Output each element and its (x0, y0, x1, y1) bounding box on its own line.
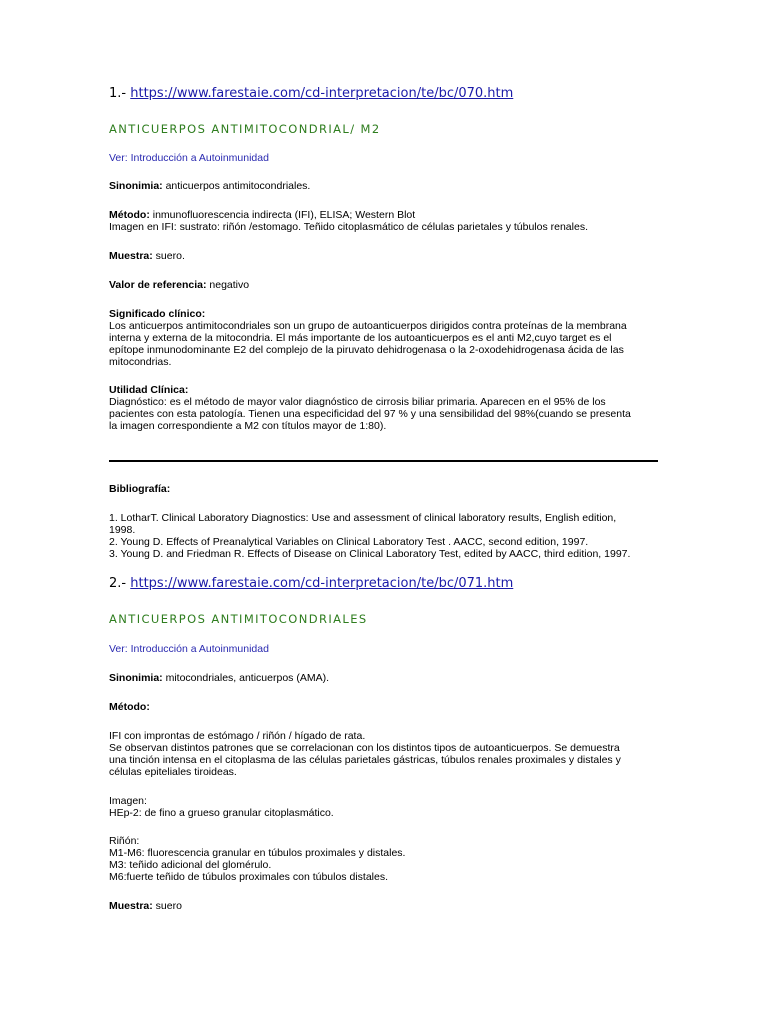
entry-1-url-link[interactable]: https://www.farestaie.com/cd-interpretacion/te/bc/070.htm (130, 86, 514, 101)
entry-1-bibliografia-label: Bibliografía: (109, 483, 171, 495)
entry-2-muestra (109, 900, 669, 912)
utilidad-line: la imagen correspondiente a M2 con títulos mayor de 1:80). (109, 420, 387, 432)
metodo-line: una tinción intensa en el citoplasma de las células parietales gástricas, túbulos renales proximales y distales y (109, 754, 621, 766)
entry-1-muestra (109, 250, 669, 262)
entry-1-ver-link[interactable]: Ver: Introducción a Autoinmunidad (109, 152, 269, 164)
metodo-text: inmunofluorescencia indirecta (IFI), ELISA; Western Blot (149, 209, 416, 221)
entry-1-significado (109, 308, 669, 368)
metodo-line-2: Imagen en IFI: sustrato: riñón /estomago. Teñido citoplasmático de células parietales y túbulos renales. (109, 221, 588, 233)
section-divider (109, 460, 658, 462)
entry-2-sinonimia (109, 672, 669, 684)
bibliografia-item: 1. LotharT. Clinical Laboratory Diagnostics: Use and assessment of clinical laboratory results, English edition, (109, 512, 617, 524)
utilidad-line: pacientes con esta patología. Tienen una especificidad del 97 % y una sensibilidad del 98%(cuando se presenta (109, 408, 631, 420)
valor-text: negativo (206, 279, 250, 291)
significado-line: epítope inmunodominante E2 del complejo de la piruvato dehidrogenasa o la 2-oxodehidrogenasa ácida de las (109, 344, 624, 356)
significado-line: interna y externa de la mitocondria. El más importante de los autoanticuerpos es el anti M2,cuyo target es el (109, 332, 612, 344)
imagen-line: HEp-2: de fino a grueso granular citoplasmático. (109, 807, 334, 819)
valor-label: Valor de referencia: (109, 279, 207, 291)
rinon-line: M6:fuerte teñido de túbulos proximales con túbulos distales. (109, 871, 388, 883)
entry-1-header (109, 86, 513, 101)
entry-2-imagen (109, 795, 669, 819)
sinonimia-label: Sinonimia: (109, 180, 163, 192)
bibliografia-item: 1998. (109, 524, 136, 536)
rinon-line: M3: teñido adicional del glomérulo. (109, 859, 272, 871)
entry-2-rinon (109, 835, 669, 883)
significado-line: Los anticuerpos antimitocondriales son un grupo de autoanticuerpos dirigidos contra proteínas de la membrana (109, 320, 627, 332)
muestra-label: Muestra: (109, 900, 153, 912)
sinonimia-text: mitocondriales, anticuerpos (AMA). (162, 672, 329, 684)
entry-2-ver-link[interactable]: Ver: Introducción a Autoinmunidad (109, 643, 269, 655)
bibliografia-item: 3. Young D. and Friedman R. Effects of Disease on Clinical Laboratory Test, edited by AACC, third edition, 1997. (109, 548, 631, 560)
metodo-line: Se observan distintos patrones que se correlacionan con los distintos tipos de autoanticuerpos. Se demuestra (109, 742, 620, 754)
muestra-text: suero. (152, 250, 185, 262)
significado-label: Significado clínico: (109, 308, 206, 320)
metodo-label: Método: (109, 209, 150, 221)
rinon-line: Riñón: (109, 835, 140, 847)
entry-1-bibliografia (109, 512, 669, 560)
muestra-text: suero (152, 900, 182, 912)
sinonimia-text: anticuerpos antimitocondriales. (162, 180, 311, 192)
rinon-line: M1-M6: fluorescencia granular en túbulos proximales y distales. (109, 847, 406, 859)
entry-1-valor-referencia (109, 279, 669, 291)
utilidad-label: Utilidad Clínica: (109, 384, 189, 396)
entry-1-metodo (109, 209, 669, 233)
muestra-label: Muestra: (109, 250, 153, 262)
entry-2-title: ANTICUERPOS ANTIMITOCONDRIALES (109, 612, 368, 626)
entry-2-number: 2.- (109, 576, 127, 591)
entry-1-title: ANTICUERPOS ANTIMITOCONDRIAL/ M2 (109, 122, 381, 136)
imagen-line: Imagen: (109, 795, 147, 807)
bibliografia-item: 2. Young D. Effects of Preanalytical Variables on Clinical Laboratory Test . AACC, second edition, 1997. (109, 536, 589, 548)
entry-2-metodo (109, 730, 669, 778)
significado-line: mitocondrias. (109, 356, 172, 368)
utilidad-line: Diagnóstico: es el método de mayor valor diagnóstico de cirrosis biliar primaria. Aparecen en el 95% de los (109, 396, 606, 408)
metodo-line: IFI con improntas de estómago / riñón / hígado de rata. (109, 730, 366, 742)
metodo-line: células epiteliales tiroideas. (109, 766, 237, 778)
entry-2-header (109, 576, 513, 591)
entry-1-number: 1.- (109, 86, 127, 101)
entry-2-url-link[interactable]: https://www.farestaie.com/cd-interpretacion/te/bc/071.htm (130, 576, 514, 591)
entry-1-utilidad (109, 384, 669, 432)
entry-2-metodo-label: Método: (109, 701, 150, 713)
entry-1-sinonimia (109, 180, 669, 192)
sinonimia-label: Sinonimia: (109, 672, 163, 684)
